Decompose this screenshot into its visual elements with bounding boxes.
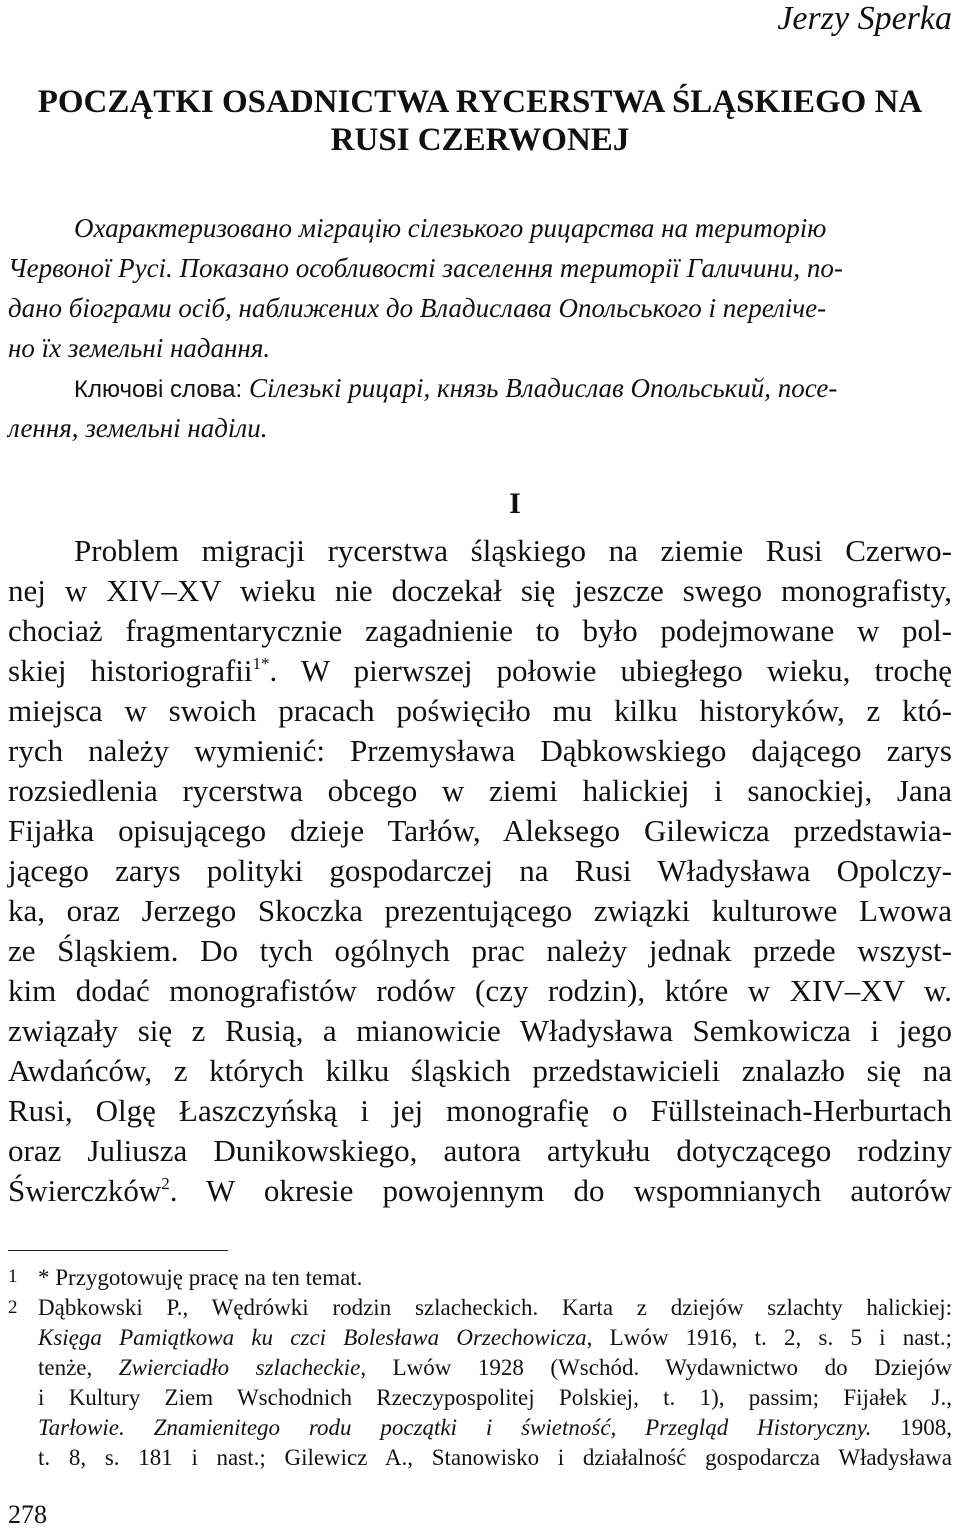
body-line: nej w XIV–XV wieku nie doczekał się jeszcze swego monografisty, (8, 573, 952, 608)
keywords-line (74, 369, 837, 409)
body-line: Rusi, Olgę Łaszczyńską i jej monografię o Füllsteinach-Herburtach (8, 1093, 952, 1128)
footnote-divider (8, 1250, 228, 1251)
article-title-line-1: POCZĄTKI OSADNICTWA RYCERSTWA ŚLĄSKIEGO NA (37, 84, 923, 120)
footnote-number: 2 (8, 1297, 18, 1318)
footnote-text: , Lwów 1916, t. 2, s. 5 i nast.; (586, 1325, 952, 1350)
body-line: Fijałka opisującego dzieje Tarłów, Aleksego Gilewicza przedstawia- (8, 813, 952, 848)
body-line: kim dodać monografistów rodów (czy rodzin), które w XIV–XV w. (8, 973, 952, 1008)
footnote-2-line (38, 1355, 952, 1381)
footnote-text: tenże, (38, 1355, 119, 1380)
body-text: . W pierwszej połowie ubiegłego wieku, trochę (269, 653, 953, 688)
body-text: . W okresie powojennym do wspomnianych autorów (169, 1173, 952, 1208)
article-title-line-2: RUSI CZERWONEJ (330, 122, 630, 158)
footnote-2-line (38, 1415, 952, 1441)
abstract-line: дано біограми осіб, наближених до Владислава Опольського і переліче- (8, 293, 827, 323)
footnote-italic: Tarłowie. Znamienitego rodu początki i świetność, Przegląd Historyczny. (38, 1415, 872, 1440)
body-line: ka, oraz Jerzego Skoczka prezentującego związki kulturowe Lwowa (8, 893, 952, 928)
footnote-ref: 1* (252, 654, 270, 673)
footnote-text: , Lwów 1928 (Wschód. Wydawnictwo do Dziejów (360, 1355, 953, 1380)
footnote-1: * Przygotowuję pracę na ten temat. (38, 1265, 363, 1290)
body-line: rych należy wymienić: Przemysława Dąbkowskiego dającego zarys (8, 733, 952, 768)
body-line: jącego zarys polityki gospodarczej na Rusi Władysława Opolczy- (8, 853, 952, 888)
footnote-2-line: Dąbkowski P., Wędrówki rodzin szlacheckich. Karta z dziejów szlachty halickiej: (38, 1295, 952, 1320)
footnote-text: 1908, (871, 1415, 953, 1440)
body-text: skiej historiografii (8, 653, 253, 688)
body-line: Awdańców, z których kilku śląskich przedstawicieli znalazło się na (8, 1053, 952, 1088)
body-line (8, 652, 952, 689)
body-line: Problem migracji rycerstwa śląskiego na ziemie Rusi Czerwo- (74, 533, 952, 568)
abstract-line: но їх земельні надання. (8, 333, 271, 363)
body-line (8, 1172, 952, 1209)
body-line: ze Śląskiem. Do tych ogólnych prac należy jednak przede wszyst- (8, 933, 952, 968)
author-name: Jerzy Sperka (777, 0, 952, 37)
abstract-line: Червоної Русі. Показано особливості заселення території Галичини, по- (8, 253, 843, 283)
footnote-number: 1 (8, 1266, 18, 1287)
abstract-line: Охарактеризовано міграцію сілезького рицарства на територію (74, 213, 827, 243)
page-number: 278 (8, 1500, 47, 1529)
footnote-ref: 2 (161, 1174, 170, 1193)
body-line: rozsiedlenia rycerstwa obcego w ziemi halickiej i sanockiej, Jana (8, 773, 952, 808)
section-number: I (509, 487, 521, 520)
body-line: oraz Juliusza Dunikowskiego, autora artykułu dotyczącego rodziny (8, 1133, 952, 1168)
keywords-text: Сілезькі рицарі, князь Владислав Опольський, посе- (242, 373, 838, 403)
footnote-italic: Księga Pamiątkowa ku czci Bolesława Orzechowicza (38, 1325, 587, 1350)
keywords-label: Ключові слова: (74, 376, 243, 403)
keywords-line-2: лення, земельні наділи. (8, 413, 268, 443)
body-line: miejsca w swoich pracach poświęciło mu kilku historyków, z któ- (8, 693, 952, 728)
body-text: Świerczków (8, 1173, 162, 1208)
footnote-italic: Zwierciadło szlacheckie (118, 1355, 361, 1380)
footnote-2-line: t. 8, s. 181 i nast.; Gilewicz A., Stanowisko i działalność gospodarcza Władysława (38, 1445, 952, 1470)
footnote-2-line: i Kultury Ziem Wschodnich Rzeczypospolitej Polskiej, t. 1), passim; Fijałek J., (38, 1385, 952, 1410)
footnote-2-line (38, 1325, 952, 1351)
body-line: związały się z Rusią, a mianowicie Władysława Semkowicza i jego (8, 1013, 952, 1048)
body-line: chociaż fragmentarycznie zagadnienie to było podejmowane w pol- (8, 613, 952, 648)
